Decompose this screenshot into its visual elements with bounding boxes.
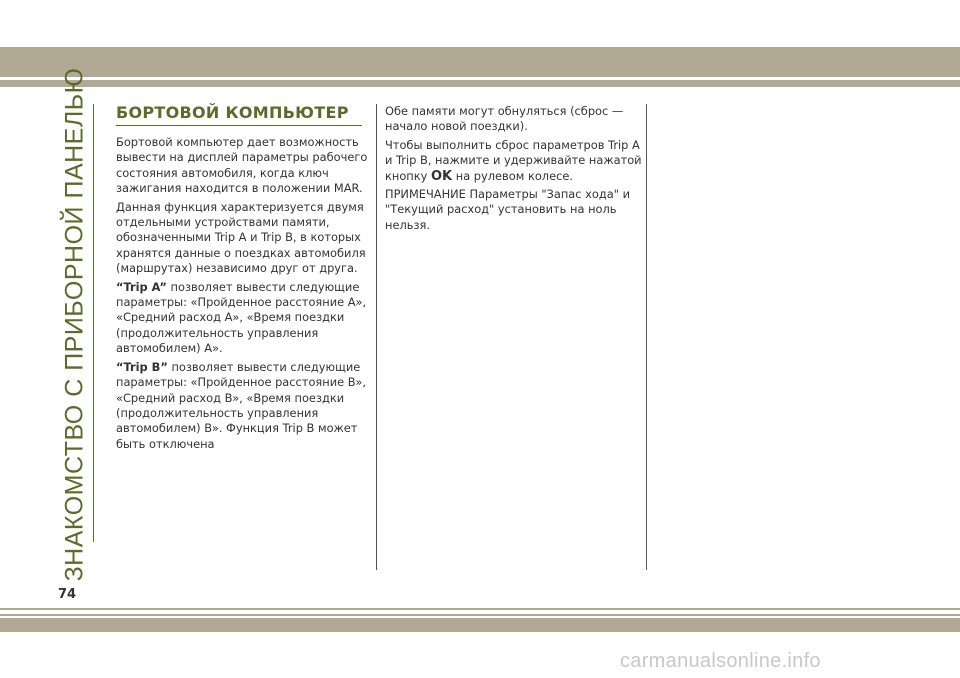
text-column-1 <box>116 104 368 455</box>
column-divider-1 <box>376 104 377 570</box>
ok-button-label: OK <box>431 168 453 184</box>
heading-underline <box>116 125 362 126</box>
footer-band <box>0 618 960 632</box>
paragraph-intro: Бортовой компьютер дает возможность вывести на дисплей параметры рабочего состояния автомобиля, когда ключ зажигания находится в положении MAR. <box>116 135 368 196</box>
text-column-2 <box>385 104 643 236</box>
paragraph-note: ПРИМЕЧАНИЕ Параметры "Запас хода" и "Текущий расход" установить на ноль нельзя. <box>385 187 630 232</box>
watermark: carmanualsonline.info <box>620 650 821 672</box>
column-divider-2 <box>646 104 647 570</box>
footer-line-2 <box>0 614 960 616</box>
paragraph-memory: Данная функция характеризуется двумя отдельными устройствами памяти, обозначенными Trip A и Trip B, в которых хранятся данные о поездках автомобиля (маршрутах) независимо друг от друга. <box>116 199 366 276</box>
paragraph-trip-a <box>116 280 368 357</box>
paragraph-reset: Обе памяти могут обнуляться (сброс — начало новой поездки). <box>385 104 624 134</box>
trip-b-label: “Trip B” <box>116 359 168 374</box>
side-chapter-title <box>60 67 90 581</box>
section-heading: БОРТОВОЙ КОМПЬЮТЕР <box>116 103 349 122</box>
header-line <box>0 80 960 87</box>
paragraph-reset-instructions <box>385 138 643 184</box>
header-band <box>0 47 960 77</box>
trip-a-text: позволяет вывести следующие параметры: «Пройденное расстояние A», «Средний расход A», «Время поездки (продолжительность управления автомобилем) A». <box>116 279 367 356</box>
page-number: 74 <box>58 587 77 602</box>
side-chapter-title-text: ЗНАКОМСТВО С ПРИБОРНОЙ ПАНЕЛЬЮ <box>60 67 89 581</box>
paragraph-trip-b <box>116 360 368 452</box>
reset-text-before: Чтобы выполнить сброс параметров Trip A и Trip B, нажмите и удерживайте нажатой кнопку <box>385 137 642 183</box>
trip-b-text: позволяет вывести следующие параметры: «Пройденное расстояние B», «Средний расход B», «Время поездки (продолжительность управления автомобилем) B». Функция Trip B может быть отключена <box>116 359 366 451</box>
trip-a-label: “Trip A” <box>116 279 167 294</box>
side-rule <box>93 104 94 542</box>
reset-text-after: на рулевом колесе. <box>452 168 573 183</box>
footer-line-1 <box>0 608 960 610</box>
